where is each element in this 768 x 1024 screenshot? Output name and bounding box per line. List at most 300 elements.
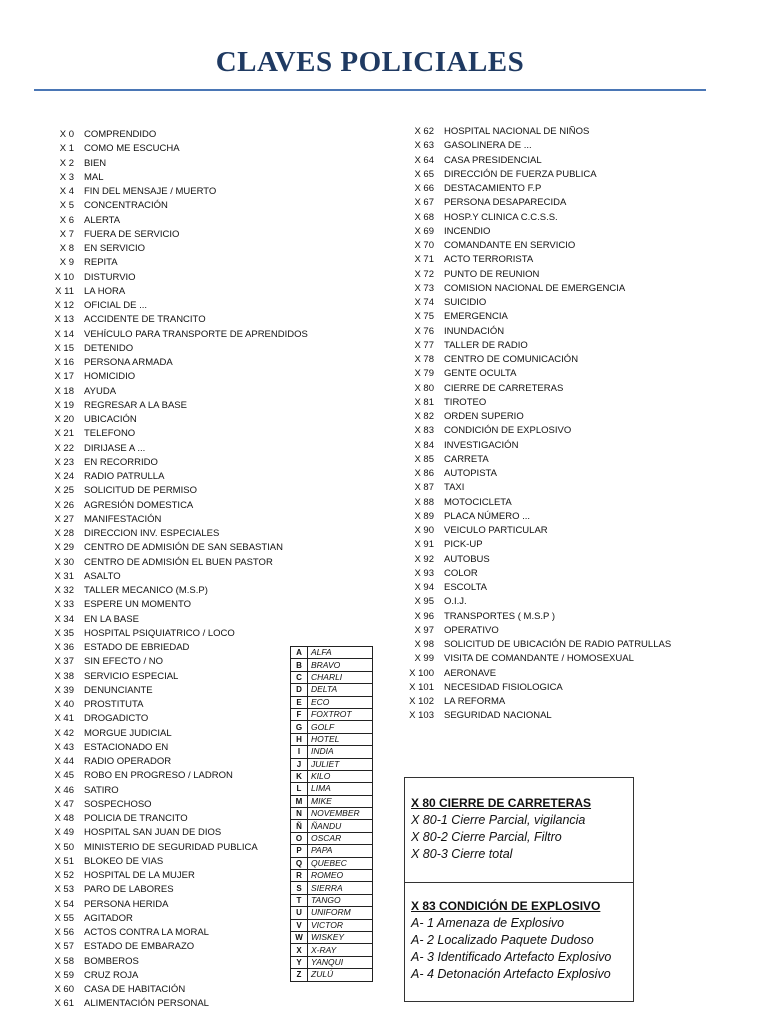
code-number: X 13 xyxy=(54,314,74,326)
code-number: X 11 xyxy=(55,285,74,297)
code-number: X 37 xyxy=(54,656,74,668)
phonetic-letter: S xyxy=(291,882,308,894)
code-number: X 33 xyxy=(54,599,74,611)
code-number: X 88 xyxy=(414,496,434,508)
code-meaning: COMISION NACIONAL DE EMERGENCIA xyxy=(444,282,626,294)
code-number: X 67 xyxy=(414,197,434,209)
code-meaning: ESPERE UN MOMENTO xyxy=(84,599,191,611)
code-row xyxy=(398,253,671,267)
code-number: X 8 xyxy=(59,243,74,254)
phonetic-letter: I xyxy=(291,746,308,758)
code-meaning: BIEN xyxy=(84,157,107,169)
code-number: X 18 xyxy=(54,385,74,397)
code-number: X 24 xyxy=(54,471,74,482)
code-meaning: EN SERVICIO xyxy=(84,243,146,254)
code-row xyxy=(38,712,308,726)
code-row xyxy=(38,898,308,912)
code-meaning: PICK-UP xyxy=(444,539,483,551)
code-row xyxy=(38,527,308,541)
phonetic-letter: F xyxy=(291,708,308,720)
code-number: X 19 xyxy=(54,399,74,411)
code-row xyxy=(398,439,671,453)
code-row xyxy=(38,727,308,741)
code-meaning: POLICIA DE TRANCITO xyxy=(84,813,188,824)
code-number: X 83 xyxy=(414,425,434,437)
code-row xyxy=(38,142,308,156)
phonetic-letter: D xyxy=(291,684,308,696)
phonetic-row xyxy=(291,882,373,894)
code-row xyxy=(38,584,308,598)
phonetic-row xyxy=(291,919,373,931)
code-row xyxy=(398,339,671,353)
code-number: X 12 xyxy=(54,300,74,311)
box-x80-line: X 80-3 Cierre total xyxy=(411,847,513,861)
code-meaning: DROGADICTO xyxy=(84,713,149,725)
code-row xyxy=(398,382,671,396)
phonetic-letter: E xyxy=(291,696,308,708)
code-row xyxy=(398,196,671,210)
code-row xyxy=(398,168,671,182)
code-row xyxy=(38,385,308,399)
code-meaning: CRUZ ROJA xyxy=(84,969,139,981)
code-number: X 76 xyxy=(414,325,434,337)
code-meaning: HOSP.Y CLINICA C.C.S.S. xyxy=(444,211,558,223)
code-meaning: BOMBEROS xyxy=(84,955,139,967)
code-meaning: SIN EFECTO / NO xyxy=(84,656,164,668)
phonetic-letter: V xyxy=(291,919,308,931)
box-x83-heading: X 83 CONDICIÓN DE EXPLOSIVO xyxy=(411,899,601,913)
code-row xyxy=(38,157,308,171)
phonetic-letter: A xyxy=(291,647,308,659)
code-number: X 55 xyxy=(54,912,74,924)
code-row xyxy=(398,182,671,196)
code-number: X 96 xyxy=(414,610,434,622)
code-number: X 70 xyxy=(414,240,434,251)
code-number: X 40 xyxy=(54,699,74,710)
code-row xyxy=(398,396,671,410)
code-number: X 78 xyxy=(414,354,434,365)
code-number: X 32 xyxy=(54,585,74,596)
phonetic-word: CHARLI xyxy=(308,671,373,683)
code-number: X 94 xyxy=(414,582,434,593)
box-x83-line: A- 1 Amenaza de Explosivo xyxy=(411,916,565,930)
code-number: X 66 xyxy=(414,183,434,194)
code-number: X 39 xyxy=(54,684,74,696)
phonetic-row xyxy=(291,969,373,981)
code-row xyxy=(38,271,308,285)
code-meaning: ACCIDENTE DE TRANCITO xyxy=(84,314,206,326)
code-row xyxy=(398,481,671,495)
code-number: X 82 xyxy=(414,411,434,422)
code-number: X 59 xyxy=(54,969,74,981)
code-meaning: PLACA NÚMERO ... xyxy=(444,510,531,522)
code-row xyxy=(398,353,671,367)
code-meaning: ACTOS CONTRA LA MORAL xyxy=(84,927,209,938)
code-number: X 61 xyxy=(54,998,74,1010)
code-meaning: NECESIDAD FISIOLOGICA xyxy=(444,681,563,693)
code-row xyxy=(398,410,671,424)
code-meaning: REGRESAR A LA BASE xyxy=(84,399,187,411)
title-divider xyxy=(34,89,706,91)
code-row xyxy=(398,325,671,339)
code-row xyxy=(398,310,671,324)
code-row xyxy=(38,940,308,954)
code-meaning: AUTOPISTA xyxy=(444,468,497,479)
code-number: X 49 xyxy=(54,827,74,839)
code-number: X 90 xyxy=(414,525,434,536)
code-row xyxy=(398,453,671,467)
phonetic-word: FOXTROT xyxy=(308,708,373,720)
code-meaning: GASOLINERA DE ... xyxy=(444,140,532,152)
code-row xyxy=(38,997,308,1011)
phonetic-row xyxy=(291,820,373,832)
code-number: X 50 xyxy=(54,841,74,853)
phonetic-word: QUEBEC xyxy=(308,857,373,869)
phonetic-row xyxy=(291,696,373,708)
code-meaning: PROSTITUTA xyxy=(84,699,144,710)
code-row xyxy=(398,624,671,638)
code-row xyxy=(398,567,671,581)
code-number: X 38 xyxy=(54,670,74,682)
code-number: X 58 xyxy=(54,955,74,967)
code-number: X 34 xyxy=(54,613,74,625)
phonetic-row xyxy=(291,659,373,671)
code-row xyxy=(38,499,308,513)
code-row xyxy=(38,556,308,570)
code-meaning: GENTE OCULTA xyxy=(444,368,517,380)
phonetic-word: ALFA xyxy=(308,647,373,659)
code-meaning: VISITA DE COMANDANTE / HOMOSEXUAL xyxy=(444,653,634,665)
phonetic-row xyxy=(291,647,373,659)
code-meaning: FIN DEL MENSAJE / MUERTO xyxy=(84,186,217,197)
code-number: X 36 xyxy=(54,642,74,653)
code-number: X 86 xyxy=(414,468,434,479)
code-row xyxy=(398,652,671,666)
code-meaning: DENUNCIANTE xyxy=(84,684,153,696)
code-meaning: DIRECCION INV. ESPECIALES xyxy=(84,528,220,539)
code-number: X 84 xyxy=(414,439,434,451)
code-number: X 16 xyxy=(54,357,74,368)
code-row xyxy=(38,784,308,798)
code-meaning: ESTADO DE EMBARAZO xyxy=(84,941,195,953)
code-number: X 26 xyxy=(54,499,74,511)
code-row xyxy=(398,125,671,139)
code-meaning: PUNTO DE REUNION xyxy=(444,268,540,280)
code-row xyxy=(38,328,308,342)
code-row xyxy=(38,470,308,484)
code-row xyxy=(38,513,308,527)
code-row xyxy=(38,613,308,627)
code-number: X 91 xyxy=(414,539,434,551)
code-row xyxy=(38,598,308,612)
code-number: X 14 xyxy=(54,328,74,340)
code-row xyxy=(398,467,671,481)
code-row xyxy=(38,883,308,897)
code-number: X 56 xyxy=(54,927,74,938)
code-meaning: SUICIDIO xyxy=(444,297,487,308)
code-meaning: BLOKEO DE VIAS xyxy=(84,855,164,867)
code-number: X 15 xyxy=(54,342,74,354)
code-row xyxy=(38,541,308,555)
code-row xyxy=(38,214,308,228)
phonetic-row xyxy=(291,857,373,869)
code-row xyxy=(38,299,308,313)
code-number: X 23 xyxy=(54,456,74,468)
code-row xyxy=(398,681,671,695)
code-meaning: CENTRO DE ADMISIÓN DE SAN SEBASTIAN xyxy=(84,542,284,554)
code-row xyxy=(38,641,308,655)
phonetic-letter: K xyxy=(291,770,308,782)
phonetic-row xyxy=(291,783,373,795)
phonetic-word: ECO xyxy=(308,696,373,708)
code-meaning: TAXI xyxy=(444,482,465,494)
code-row xyxy=(38,684,308,698)
code-meaning: MINISTERIO DE SEGURIDAD PUBLICA xyxy=(84,841,258,853)
code-row xyxy=(38,755,308,769)
code-number: X 21 xyxy=(54,428,74,440)
code-number: X 3 xyxy=(59,171,74,183)
code-meaning: HOSPITAL PSIQUIATRICO / LOCO xyxy=(84,627,235,639)
code-row xyxy=(38,969,308,983)
code-number: X 25 xyxy=(54,485,74,497)
phonetic-word: UNIFORM xyxy=(308,907,373,919)
code-number: X 54 xyxy=(54,898,74,910)
code-meaning: TIROTEO xyxy=(444,396,487,408)
code-meaning: CONCENTRACIÓN xyxy=(84,200,168,212)
code-meaning: TALLER DE RADIO xyxy=(444,339,528,351)
code-number: X 53 xyxy=(54,884,74,896)
phonetic-row xyxy=(291,907,373,919)
code-row xyxy=(398,496,671,510)
phonetic-word: GOLF xyxy=(308,721,373,733)
phonetic-letter: R xyxy=(291,870,308,882)
phonetic-row xyxy=(291,671,373,683)
code-row xyxy=(398,610,671,624)
code-meaning: MOTOCICLETA xyxy=(444,496,512,508)
code-row xyxy=(38,798,308,812)
code-meaning: HOSPITAL SAN JUAN DE DIOS xyxy=(84,827,222,839)
code-number: X 73 xyxy=(414,282,434,294)
code-row xyxy=(38,983,308,997)
code-row xyxy=(398,225,671,239)
phonetic-letter: T xyxy=(291,894,308,906)
phonetic-row xyxy=(291,708,373,720)
phonetic-row xyxy=(291,721,373,733)
code-row xyxy=(398,524,671,538)
code-number: X 22 xyxy=(54,442,74,454)
code-row xyxy=(38,342,308,356)
code-meaning: SERVICIO ESPECIAL xyxy=(84,670,179,682)
code-meaning: CARRETA xyxy=(444,453,489,465)
code-number: X 102 xyxy=(409,696,434,707)
phonetic-letter: Q xyxy=(291,857,308,869)
phonetic-row xyxy=(291,870,373,882)
code-meaning: PERSONA ARMADA xyxy=(84,357,173,368)
code-meaning: CENTRO DE COMUNICACIÓN xyxy=(444,354,579,365)
code-meaning: REPITA xyxy=(84,257,118,269)
code-meaning: HOSPITAL DE LA MUJER xyxy=(84,870,195,881)
code-number: X 74 xyxy=(414,297,434,308)
code-meaning: SOLICITUD DE UBICACIÓN DE RADIO PATRULLAS xyxy=(444,639,672,650)
code-number: X 4 xyxy=(59,186,74,197)
code-row xyxy=(398,424,671,438)
code-number: X 93 xyxy=(414,567,434,579)
code-meaning: MAL xyxy=(84,171,104,183)
code-meaning: DETENIDO xyxy=(84,342,134,354)
phonetic-row xyxy=(291,944,373,956)
phonetic-letter: H xyxy=(291,733,308,745)
code-row xyxy=(398,510,671,524)
code-row xyxy=(38,484,308,498)
code-row xyxy=(398,139,671,153)
code-row xyxy=(398,268,671,282)
code-number: X 9 xyxy=(59,257,74,269)
phonetic-word: ROMEO xyxy=(308,870,373,882)
code-number: X 85 xyxy=(414,453,434,465)
phonetic-letter: N xyxy=(291,808,308,820)
code-row xyxy=(38,812,308,826)
box-x83-line: A- 2 Localizado Paquete Dudoso xyxy=(411,933,594,947)
code-meaning: RADIO PATRULLA xyxy=(84,471,165,482)
phonetic-word: X-RAY xyxy=(308,944,373,956)
code-meaning: FUERA DE SERVICIO xyxy=(84,228,180,240)
code-row xyxy=(398,638,671,652)
code-number: X 81 xyxy=(414,396,434,408)
phonetic-letter: X xyxy=(291,944,308,956)
code-number: X 64 xyxy=(414,154,434,166)
phonetic-letter: U xyxy=(291,907,308,919)
phonetic-row xyxy=(291,894,373,906)
code-number: X 42 xyxy=(54,727,74,739)
code-number: X 20 xyxy=(54,414,74,425)
code-row xyxy=(38,912,308,926)
code-number: X 89 xyxy=(414,510,434,522)
code-number: X 6 xyxy=(59,214,74,226)
phonetic-letter: O xyxy=(291,832,308,844)
code-meaning: INUNDACIÓN xyxy=(444,325,505,337)
code-number: X 1 xyxy=(59,143,74,155)
code-row xyxy=(38,570,308,584)
code-meaning: COMANDANTE EN SERVICIO xyxy=(444,240,576,251)
phonetic-word: LIMA xyxy=(308,783,373,795)
phonetic-word: ZULÚ xyxy=(308,969,373,981)
code-row xyxy=(398,296,671,310)
code-number: X 43 xyxy=(54,741,74,753)
code-meaning: PERSONA HERIDA xyxy=(84,898,169,910)
code-meaning: AERONAVE xyxy=(444,667,497,679)
code-row xyxy=(38,242,308,256)
phonetic-row xyxy=(291,758,373,770)
box-x83-detail xyxy=(404,882,634,1002)
code-number: X 17 xyxy=(54,371,74,383)
code-number: X 68 xyxy=(414,211,434,223)
code-number: X 71 xyxy=(414,254,434,266)
phonetic-word: PAPA xyxy=(308,845,373,857)
code-meaning: MANIFESTACIÓN xyxy=(84,513,162,525)
phonetic-word: YANQUI xyxy=(308,956,373,968)
code-meaning: EN LA BASE xyxy=(84,613,139,625)
code-number: X 10 xyxy=(54,271,74,283)
code-meaning: ASALTO xyxy=(84,570,121,582)
phonetic-word: DELTA xyxy=(308,684,373,696)
code-meaning: ALIMENTACIÓN PERSONAL xyxy=(84,998,209,1010)
phonetic-letter: M xyxy=(291,795,308,807)
phonetic-word: JULIET xyxy=(308,758,373,770)
code-number: X 87 xyxy=(414,482,434,494)
code-meaning: RADIO OPERADOR xyxy=(84,756,172,767)
code-number: X 52 xyxy=(54,870,74,881)
code-row xyxy=(38,128,308,142)
code-meaning: PARO DE LABORES xyxy=(84,884,174,896)
code-meaning: ORDEN SUPERIO xyxy=(444,411,524,422)
phonetic-word: VICTOR xyxy=(308,919,373,931)
code-meaning: EN RECORRIDO xyxy=(84,456,158,468)
phonetic-alphabet-table xyxy=(290,646,373,982)
phonetic-word: BRAVO xyxy=(308,659,373,671)
code-meaning: CASA DE HABITACIÓN xyxy=(84,984,186,995)
code-number: X 95 xyxy=(414,596,434,608)
code-number: X 41 xyxy=(54,713,74,725)
code-number: X 75 xyxy=(414,311,434,323)
code-meaning: CASA PRESIDENCIAL xyxy=(444,154,542,166)
code-number: X 35 xyxy=(54,627,74,639)
code-row xyxy=(398,595,671,609)
code-row xyxy=(38,285,308,299)
code-number: X 2 xyxy=(59,157,74,169)
box-x80-line: X 80-1 Cierre Parcial, vigilancia xyxy=(411,813,586,827)
codes-right-column xyxy=(398,125,671,724)
phonetic-letter: Ñ xyxy=(291,820,308,832)
code-row xyxy=(38,855,308,869)
code-meaning: INCENDIO xyxy=(444,225,491,237)
code-meaning: EMERGENCIA xyxy=(444,311,508,323)
code-row xyxy=(38,841,308,855)
phonetic-row xyxy=(291,956,373,968)
code-meaning: SEGURIDAD NACIONAL xyxy=(444,710,552,722)
code-row xyxy=(38,456,308,470)
code-number: X 57 xyxy=(54,941,74,953)
code-row xyxy=(38,769,308,783)
phonetic-word: OSCAR xyxy=(308,832,373,844)
code-meaning: COMO ME ESCUCHA xyxy=(84,143,180,155)
code-number: X 48 xyxy=(54,813,74,824)
box-x80-heading: X 80 CIERRE DE CARRETERAS xyxy=(411,796,592,810)
box-x80-line: X 80-2 Cierre Parcial, Filtro xyxy=(411,830,562,844)
code-meaning: TRANSPORTES ( M.S.P ) xyxy=(444,610,556,622)
code-meaning: HOMICIDIO xyxy=(84,371,136,383)
code-meaning: ESCOLTA xyxy=(444,582,487,593)
code-row xyxy=(398,581,671,595)
phonetic-word: TANGO xyxy=(308,894,373,906)
code-meaning: ROBO EN PROGRESO / LADRON xyxy=(84,770,233,782)
codes-left-column xyxy=(38,128,308,1012)
code-meaning: INVESTIGACIÓN xyxy=(444,439,519,451)
code-row xyxy=(38,256,308,270)
code-row xyxy=(38,741,308,755)
phonetic-row xyxy=(291,684,373,696)
code-row xyxy=(38,185,308,199)
phonetic-row xyxy=(291,832,373,844)
phonetic-letter: L xyxy=(291,783,308,795)
phonetic-letter: Y xyxy=(291,956,308,968)
code-number: X 44 xyxy=(54,756,74,767)
code-meaning: DIRECCIÓN DE FUERZA PUBLICA xyxy=(444,168,597,180)
code-row xyxy=(398,211,671,225)
code-meaning: SOSPECHOSO xyxy=(84,798,152,810)
code-meaning: AGRESIÓN DOMESTICA xyxy=(84,499,194,511)
page-title: CLAVES POLICIALES xyxy=(215,46,525,78)
code-meaning: SATIRO xyxy=(84,784,119,796)
